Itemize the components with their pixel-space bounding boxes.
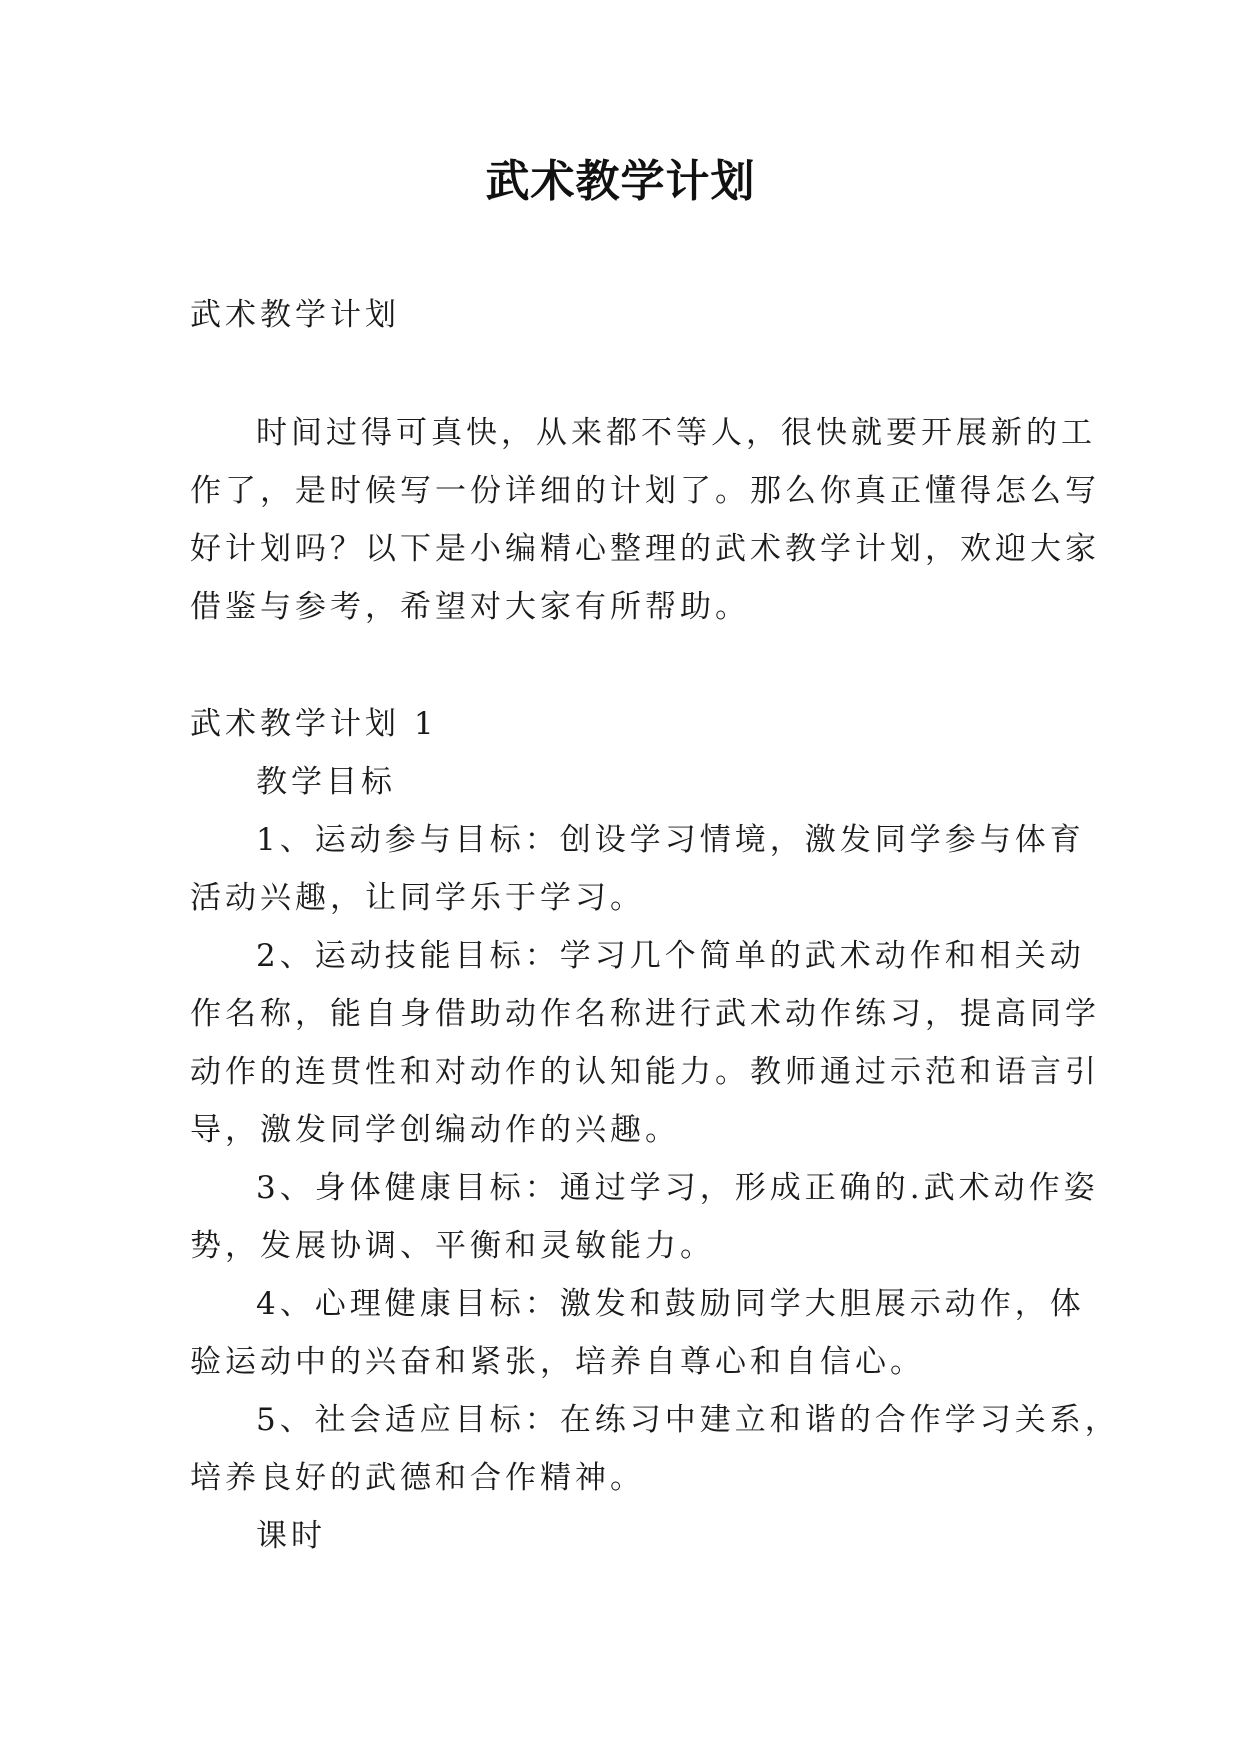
subsection-heading: 教学目标 (256, 764, 396, 800)
intro-paragraph-line: 时间过得可真快，从来都不等人，很快就要开展新的工 (256, 415, 1096, 451)
goal-item-line: 4、心理健康目标：激发和鼓励同学大胆展示动作，体 (256, 1286, 1085, 1322)
intro-paragraph-line: 好计划吗？以下是小编精心整理的武术教学计划，欢迎大家 (190, 531, 1100, 567)
subsection-heading: 课时 (256, 1518, 326, 1554)
intro-paragraph-line: 作了，是时候写一份详细的计划了。那么你真正懂得怎么写 (190, 473, 1100, 509)
intro-paragraph-line: 借鉴与参考，希望对大家有所帮助。 (190, 589, 750, 625)
subtitle-line: 武术教学计划 (190, 297, 400, 333)
goal-item-line: 作名称，能自身借助动作名称进行武术动作练习，提高同学 (190, 996, 1100, 1032)
goal-item-line: 导，激发同学创编动作的兴趣。 (190, 1112, 680, 1148)
goal-item-line: 3、身体健康目标：通过学习，形成正确的.武术动作姿 (256, 1170, 1099, 1206)
goal-item-line: 2、运动技能目标：学习几个简单的武术动作和相关动 (256, 938, 1085, 974)
goal-item-line: 培养良好的武德和合作精神。 (190, 1460, 645, 1496)
section-heading: 武术教学计划 1 (190, 706, 438, 742)
goal-item-line: 验运动中的兴奋和紧张，培养自尊心和自信心。 (190, 1344, 925, 1380)
goal-item-line: 活动兴趣，让同学乐于学习。 (190, 880, 645, 916)
goal-item-line: 5、社会适应目标：在练习中建立和谐的合作学习关系， (256, 1402, 1120, 1438)
goal-item-line: 1、运动参与目标：创设学习情境，激发同学参与体育 (256, 822, 1085, 858)
goal-item-line: 势，发展协调、平衡和灵敏能力。 (190, 1228, 715, 1264)
goal-item-line: 动作的连贯性和对动作的认知能力。教师通过示范和语言引 (190, 1054, 1100, 1090)
document-title: 武术教学计划 (485, 156, 756, 207)
